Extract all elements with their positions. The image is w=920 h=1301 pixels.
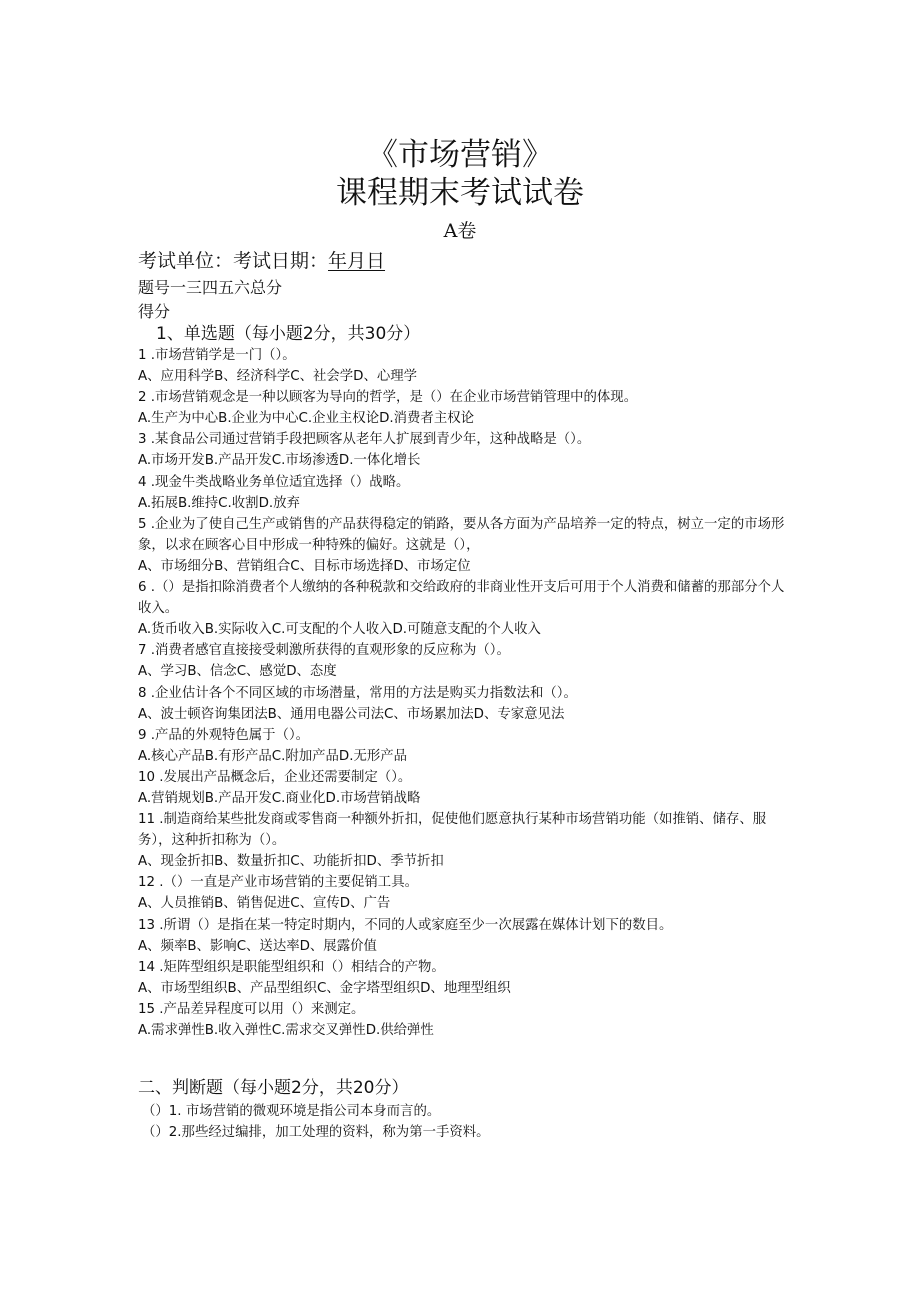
question-options: A、现金折扣B、数量折扣C、功能折扣D、季节折扣 [138,854,444,870]
question-text: 1 .市场营销学是一门（）。 [138,348,296,363]
question-options: A、市场型组织B、产品型组织C、金字塔型组织D、地理型组织 [138,980,511,996]
question-options: A.核心产品B.有形产品C.附加产品D.无形产品 [138,748,408,764]
question-options: A.需求弹性B.收入弹性C.需求交叉弹性D.供给弹性 [138,1023,434,1038]
question-list [138,345,788,1041]
question-options: A、人员推销B、销售促进C、宣传D、广告 [138,896,391,912]
exam-date-value: 年月日 [328,250,386,272]
question-text: 10 .发展出产品概念后，企业还需要制定（）。 [138,769,412,785]
question-text: 14 .矩阵型组织是职能型组织和（）相结合的产物。 [138,959,445,975]
question-options: A.市场开发B.产品开发C.市场渗透D.一体化增长 [138,453,421,469]
score-table-header: 题号一三四五六总分 [138,278,283,297]
question-text: 13 .所谓（）是指在某一特定时期内，不同的人或家庭至少一次展露在媒体计划下的数目。 [138,917,673,933]
section-1-title: 1、单选题（每小题2分，共30分） [156,324,421,344]
exam-title: 《市场营销》 [367,137,553,173]
question-text: 2 .市场营销观念是一种以顾客为导向的哲学，是（）在企业市场营销管理中的体现。 [138,390,638,406]
question-options: A.拓展B.维持C.收割D.放弃 [138,495,300,511]
question-text: 7 .消费者感官直接接受刺激所获得的直观形象的反应称为（）。 [138,643,510,659]
exam-info-line [138,249,385,273]
question-options: A、频率B、影响C、送达率D、展露价值 [138,938,377,954]
paper-label: A卷 [443,220,477,242]
judgment-list [142,1101,490,1143]
question-text: 12 .（）一直是产业市场营销的主要促销工具。 [138,875,418,891]
exam-unit-date-label: 考试单位：考试日期： [138,250,329,272]
judgment-item: （）2.那些经过编排，加工处理的资料，称为第一手资料。 [142,1125,490,1141]
question-options: A、学习B、信念C、感觉D、态度 [138,664,337,680]
score-label: 得分 [138,302,171,321]
question-text: 6 .（）是指扣除消费者个人缴纳的各种税款和交给政府的非商业性开支后可用于个人消费和储蓄的那部分个人收入。 [138,580,785,617]
question-options: A.营销规划B.产品开发C.商业化D.市场营销战略 [138,790,421,806]
question-text: 9 .产品的外观特色属于（）。 [138,727,310,743]
question-options: A.生产为中心B.企业为中心C.企业主权论D.消费者主权论 [138,411,474,427]
section-2-title: 二、判断题（每小题2分，共20分） [138,1078,409,1098]
question-text: 8 .企业估计各个不同区域的市场潜量，常用的方法是购买力指数法和（）。 [138,685,577,701]
question-text: 5 .企业为了使自己生产或销售的产品获得稳定的销路，要从各方面为产品培养一定的特点，树立一定的市场形象，以求在顾客心目中形成一种特殊的偏好。这就是（）， [138,516,785,553]
question-text: 4 .现金牛类战略业务单位适宜选择（）战略。 [138,474,410,490]
exam-subtitle: 课程期末考试试卷 [336,175,584,211]
question-options: A、应用科学B、经济科学C、社会学D、心理学 [138,369,418,385]
question-text: 3 .某食品公司通过营销手段把顾客从老年人扩展到青少年，这种战略是（）。 [138,432,591,448]
question-text: 11 .制造商给某些批发商或零售商一种额外折扣，促使他们愿意执行某种市场营销功能（如推销、储存、服务），这种折扣称为（）。 [138,812,767,849]
judgment-item: （）1. 市场营销的微观环境是指公司本身而言的。 [142,1104,441,1119]
question-text: 15 .产品差异程度可以用（）来测定。 [138,1001,365,1017]
question-options: A、市场细分B、营销组合C、目标市场选择D、市场定位 [138,558,471,574]
question-options: A、波士顿咨询集团法B、通用电器公司法C、市场累加法D、专家意见法 [138,706,565,722]
question-options: A.货币收入B.实际收入C.可支配的个人收入D.可随意支配的个人收入 [138,622,541,638]
